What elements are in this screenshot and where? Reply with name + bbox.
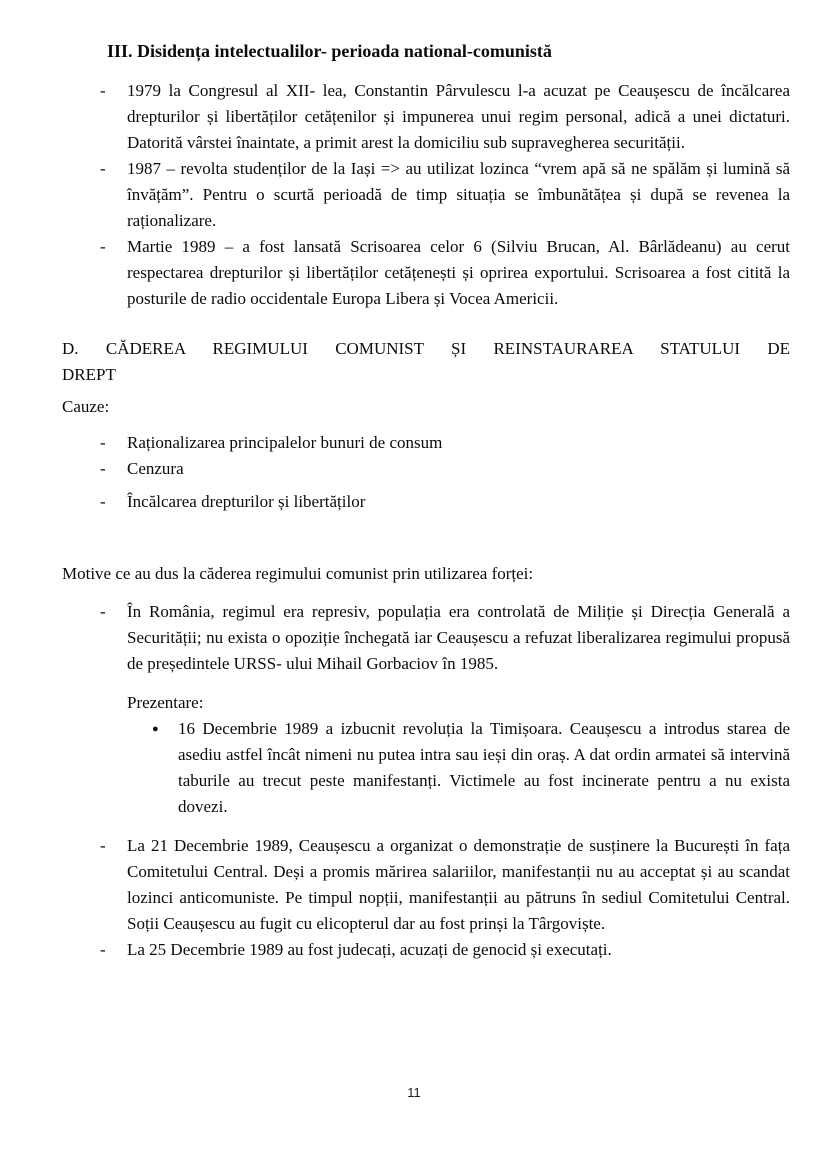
dash-bullet-marker: - bbox=[100, 237, 106, 256]
list-item bbox=[62, 599, 790, 677]
section-d-heading-line1: D. CĂDEREA REGIMULUI COMUNIST ȘI REINSTAURAREA STATULUI DE bbox=[62, 339, 790, 358]
section-iii-list bbox=[62, 78, 790, 312]
dot-bullet-marker: ● bbox=[152, 723, 159, 735]
list-item-text: Încălcarea drepturilor și libertăților bbox=[127, 492, 366, 511]
dash-bullet-marker: - bbox=[100, 492, 106, 511]
list-item bbox=[62, 430, 790, 456]
list-item-text: La 21 Decembrie 1989, Ceaușescu a organizat o demonstrație de susținere la București în fața Comitetului Central. Deși a promis mărirea salariilor, manifestanții nu au acceptat și au scandat lozinci anticomuniste. Pe timpul nopții, manifestanții au pătruns în sediul Comitetului Central. Soții Ceaușescu au fugit cu elicopterul dar au fost prinși la Târgoviște. bbox=[127, 836, 790, 933]
list-item bbox=[62, 937, 790, 963]
list-item bbox=[62, 489, 790, 515]
list-item bbox=[62, 156, 790, 234]
section-iii-heading: III. Disidența intelectualilor- perioada national-comunistă bbox=[107, 41, 552, 61]
causes-label: Cauze: bbox=[62, 397, 110, 416]
section-d-heading bbox=[62, 336, 790, 388]
presentation-item bbox=[62, 716, 790, 820]
motives-label: Motive ce au dus la căderea regimului comunist prin utilizarea forței: bbox=[62, 564, 534, 583]
list-item bbox=[62, 234, 790, 312]
list-item bbox=[62, 456, 790, 482]
causes-list bbox=[62, 430, 790, 515]
list-item-text: Raționalizarea principalelor bunuri de consum bbox=[127, 433, 443, 452]
page-number: 11 bbox=[407, 1085, 421, 1100]
list-item-text: 16 Decembrie 1989 a izbucnit revoluția la Timișoara. Ceaușescu a introdus starea de asediu astfel încât nimeni nu putea intra sau ieși din oraș. A dat ordin armatei să intervină taburile au trecut peste manifestanți. Victimele au fost incinerate pentru a nu exista dovezi. bbox=[178, 719, 790, 816]
list-item bbox=[62, 78, 790, 156]
dash-bullet-marker: - bbox=[100, 940, 106, 959]
dash-bullet-marker: - bbox=[100, 81, 106, 100]
list-item-text: Martie 1989 – a fost lansată Scrisoarea celor 6 (Silviu Brucan, Al. Bârlădeanu) au cerut respectarea drepturilor și libertăților cetățenești și oprirea exportului. Scrisoarea a fost citită la posturile de radio occidentale Europa Libera și Vocea Americii. bbox=[127, 237, 790, 308]
list-item-text: 1987 – revolta studenților de la Iași => au utilizat lozinca “vrem apă să ne spălăm și lumină să învățăm”. Pentru o scurtă perioadă de timp situația se îmbunătățea și după se revenea la raționalizare. bbox=[127, 159, 790, 230]
list-item-text: În România, regimul era represiv, populația era controlată de Miliție și Direcția Generală a Securității; nu exista o opoziție închegată iar Ceaușescu a refuzat liberalizarea regimului propusă de președintele URSS- ului Mihail Gorbaciov în 1985. bbox=[127, 602, 790, 673]
section-d-heading-line2: DREPT bbox=[62, 365, 116, 384]
dash-bullet-marker: - bbox=[100, 836, 106, 855]
list-item-text: 1979 la Congresul al XII- lea, Constantin Pârvulescu l-a acuzat pe Ceaușescu de încălcarea drepturilor și libertăților cetățenilor și impunerea unui regim personal, adică a unei dictaturi. Datorită vârstei înaintate, a primit arest la domiciliu sub supravegherea securității. bbox=[127, 81, 790, 152]
list-item bbox=[62, 833, 790, 937]
list-item-text: Cenzura bbox=[127, 459, 184, 478]
events-list bbox=[62, 833, 790, 963]
list-item-text: La 25 Decembrie 1989 au fost judecați, acuzați de genocid și executați. bbox=[127, 940, 612, 959]
presentation-label: Prezentare: bbox=[127, 693, 204, 712]
dash-bullet-marker: - bbox=[100, 459, 106, 478]
dash-bullet-marker: - bbox=[100, 159, 106, 178]
dash-bullet-marker: - bbox=[100, 602, 106, 621]
motives-list bbox=[62, 599, 790, 677]
dash-bullet-marker: - bbox=[100, 433, 106, 452]
